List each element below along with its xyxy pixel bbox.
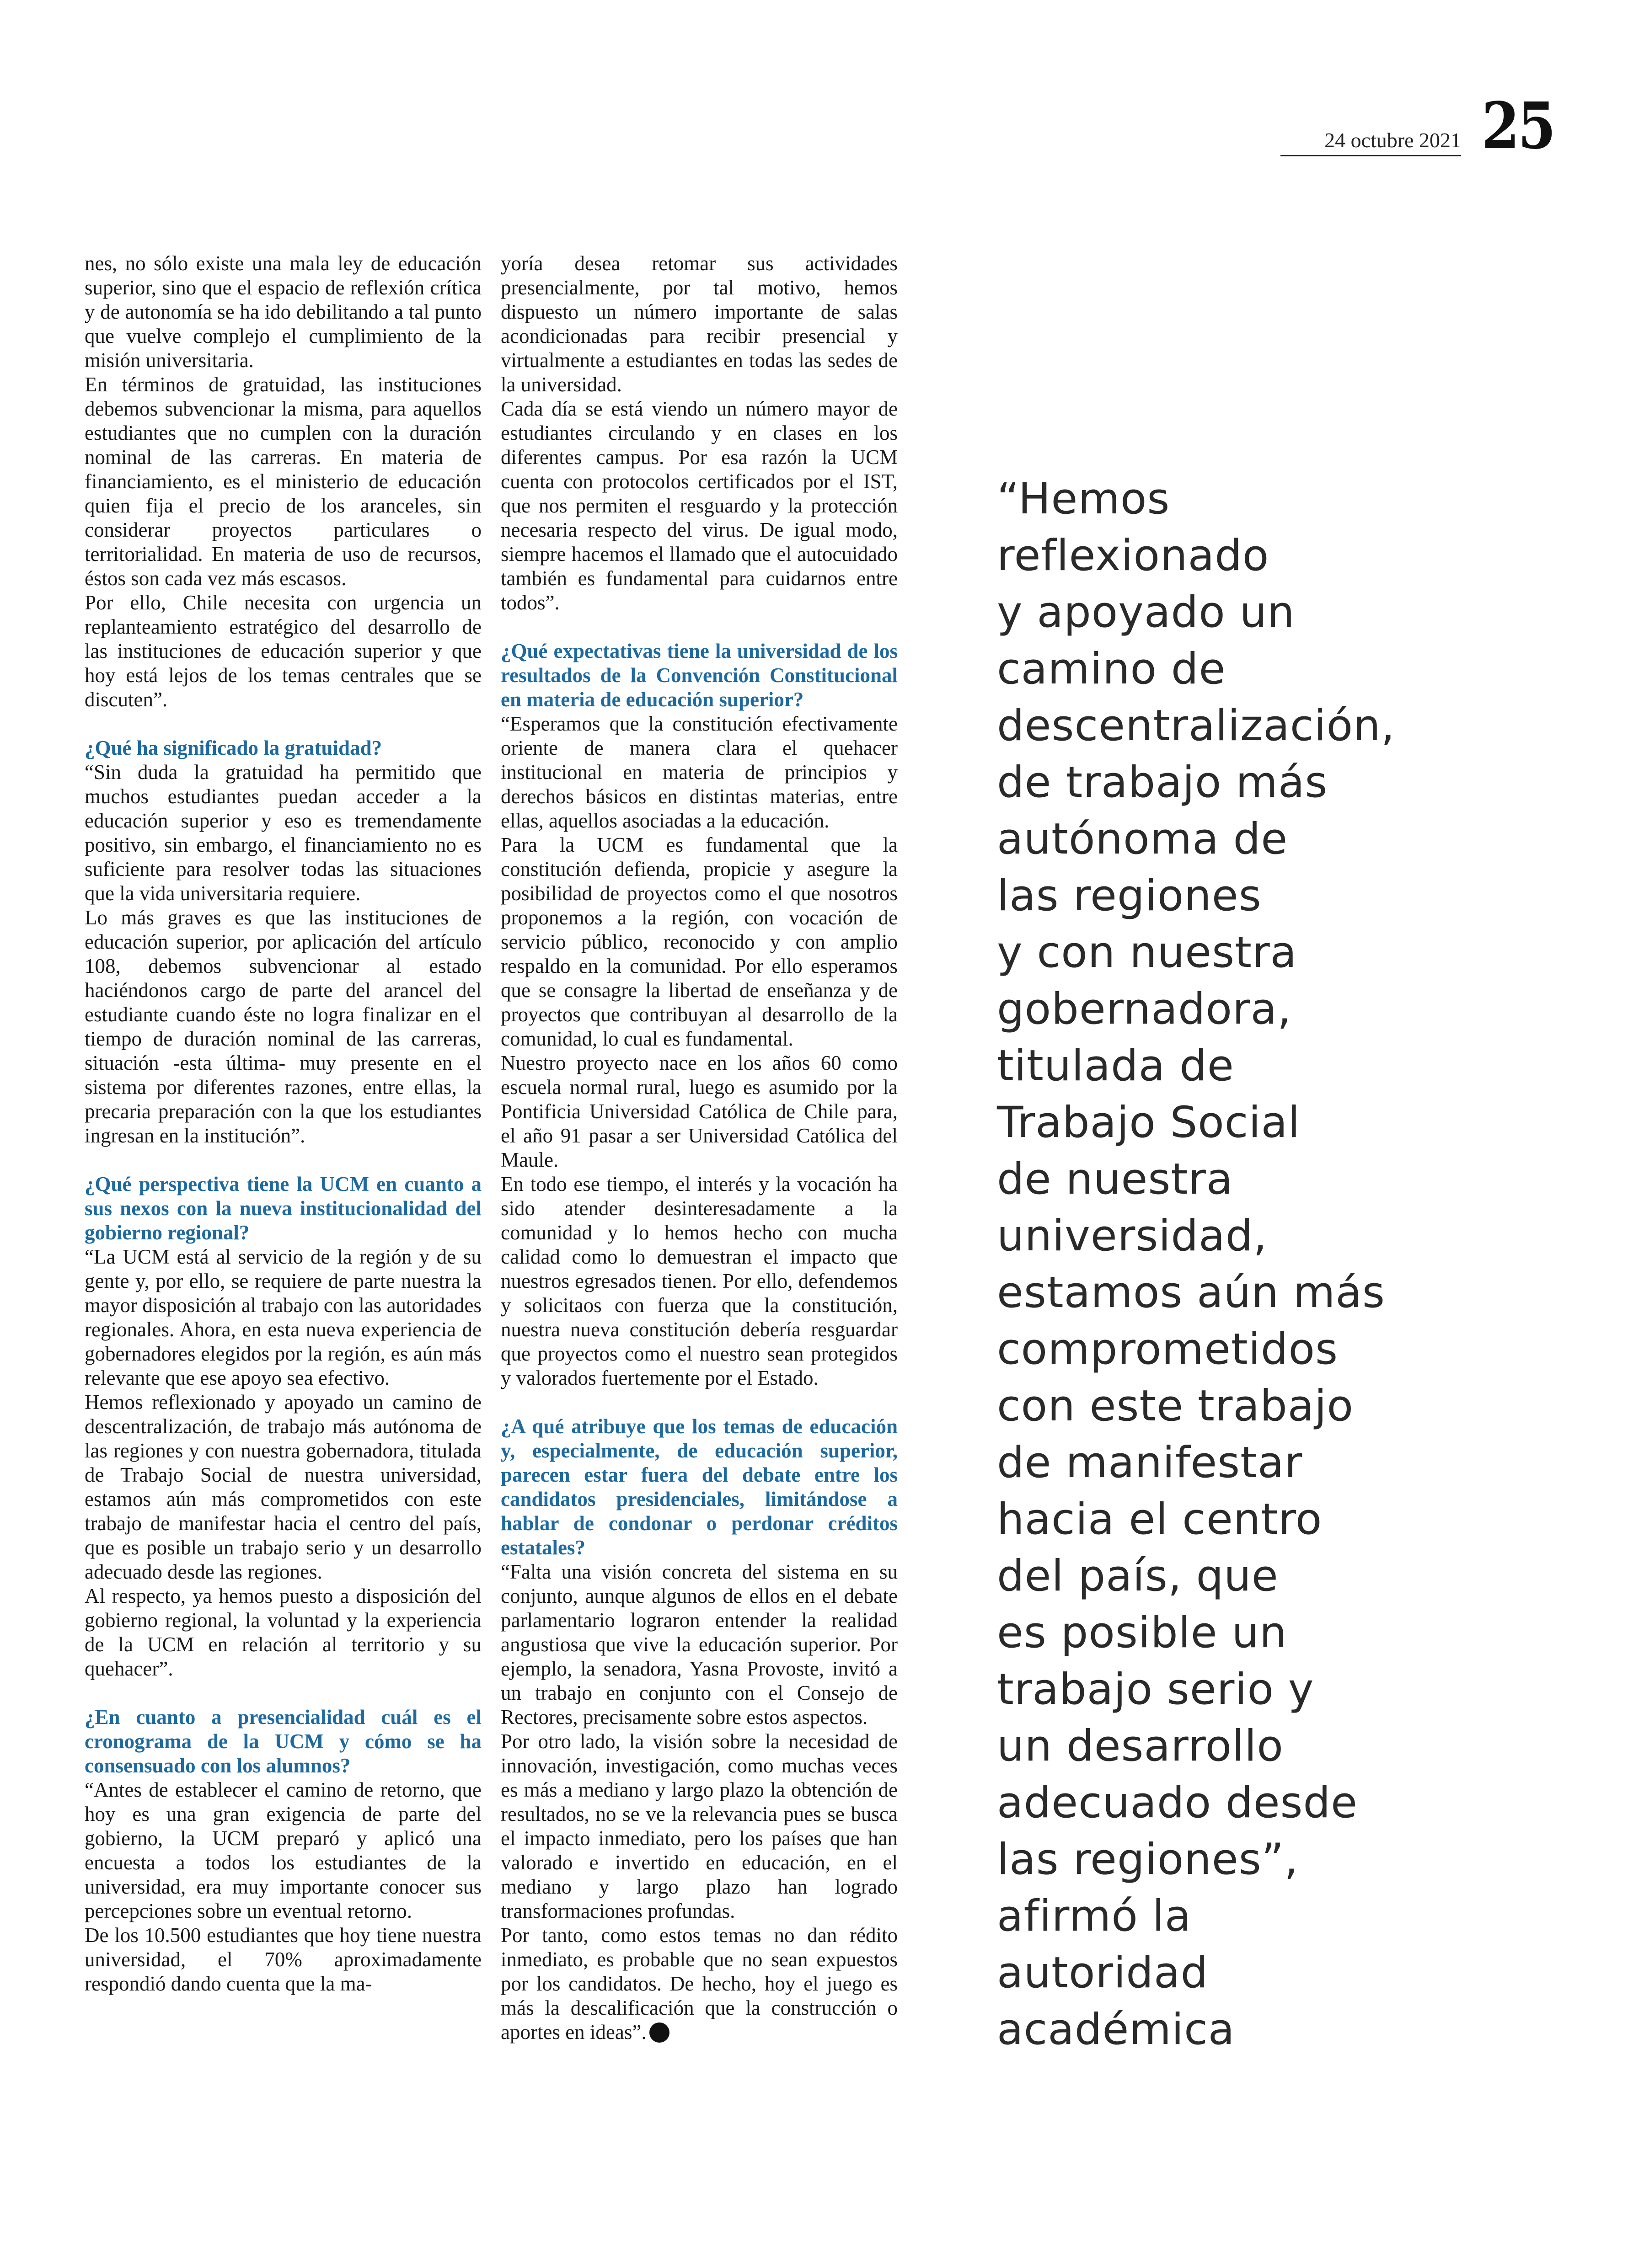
- article-paragraph: “La UCM está al servicio de la región y de su gente y, por ello, se requiere de parte nuestra la mayor disposición al trabajo con las autoridades regionales. Ahora, en esta nueva experiencia de gobernadores elegidos por la región, es aún más relevante que ese apoyo sea efectivo.: [85, 1245, 482, 1389]
- article-paragraph: “Esperamos que la constitución efectivamente oriente de manera clara el quehacer institucional en materia de principios y derechos básicos en distintas materias, entre ellas, aquellos asociadas a la educación.: [501, 712, 898, 832]
- pull-quote-line: gobernadora,: [997, 984, 1292, 1034]
- article-paragraph: Por tanto, como estos temas no dan rédito inmediato, es probable que no sean expuestos por los candidatos. De hecho, hoy el juego es más la descalificación que la construcción o aportes en ideas”.: [501, 1924, 898, 2044]
- article-paragraph: En todo ese tiempo, el interés y la vocación ha sido atender desinteresadamente a la comunidad y lo hemos hecho con mucha calidad como lo demuestran el impacto que nuestros egresados tienen. Por ello, defendemos y solicitaos con fuerza que la constitución, nuestra nueva constitución debería resguardar que proyectos como el nuestro sean protegidos y valorados fuertemente por el Estado.: [501, 1173, 898, 1389]
- pull-quote-line: las regiones”,: [997, 1835, 1299, 1884]
- pull-quote-line: es posible un: [997, 1608, 1287, 1658]
- article-paragraph: De los 10.500 estudiantes que hoy tiene nuestra universidad, el 70% aproximadamente respondió dando cuenta que la ma-: [85, 1924, 482, 1995]
- article-paragraph: “Falta una visión concreta del sistema en su conjunto, aunque algunos de ellos en el debate parlamentario lograron entender la realidad angustiosa que vive la educación superior. Por ejemplo, la senadora, Yasna Provoste, invitó a un trabajo en conjunto con el Consejo de Rectores, precisamente sobre estos aspectos.: [501, 1560, 898, 1729]
- article-column-1: [85, 251, 482, 1996]
- article-paragraph: “Antes de establecer el camino de retorno, que hoy es una gran exigencia de parte del gobierno, la UCM preparó y aplicó una encuesta a todos los estudiantes de la universidad, era muy importante conocer sus percepciones sobre un eventual retorno.: [85, 1778, 482, 1922]
- article-paragraph: Para la UCM es fundamental que la constitución defienda, propicie y asegure la posibilidad de proyectos como el que nosotros proponemos a la región, con vocación de servicio público, reconocido y con amplio respaldo en la comunidad. Por ello esperamos que se consagre la libertad de enseñanza y de proyectos que contribuyan al desarrollo de la comunidad, lo cual es fundamental.: [501, 833, 898, 1050]
- pull-quote-line: y con nuestra: [997, 928, 1297, 977]
- article-paragraph: nes, no sólo existe una mala ley de educación superior, sino que el espacio de reflexión crítica y de autonomía se ha ido debilitando a tal punto que vuelve complejo el cumplimiento de la misión universitaria.: [85, 252, 482, 372]
- pull-quote-line: autónoma de: [997, 814, 1288, 864]
- page-number: 25: [1482, 89, 1554, 164]
- issue-date: 24 octubre 2021: [1280, 128, 1461, 156]
- pull-quote-line: de trabajo más: [997, 758, 1328, 807]
- pull-quote-line: del país, que: [997, 1551, 1279, 1601]
- pull-quote-line: afirmó la: [997, 1891, 1192, 1941]
- pull-quote-line: estamos aún más: [997, 1268, 1385, 1318]
- pull-quote-line: camino de: [997, 644, 1226, 694]
- article-column-2: [501, 251, 898, 2044]
- pull-quote-line: universidad,: [997, 1211, 1268, 1261]
- article-paragraph: “Sin duda la gratuidad ha permitido que muchos estudiantes puedan acceder a la educación superior y eso es tremendamente positivo, sin embargo, el financiamiento no es suficiente para resolver todas las situaciones que la vida universitaria requiere.: [85, 761, 482, 905]
- pull-quote-line: descentralización,: [997, 701, 1395, 751]
- pull-quote-line: titulada de: [997, 1041, 1234, 1091]
- article-paragraph-end: [501, 1923, 898, 2044]
- interview-question: ¿Qué perspectiva tiene la UCM en cuanto a sus nexos con la nueva institucionalidad del gobierno regional?: [85, 1173, 482, 1244]
- pull-quote-line: “Hemos: [997, 474, 1170, 524]
- pull-quote-line: adecuado desde: [997, 1778, 1358, 1828]
- article-paragraph: yoría desea retomar sus actividades presencialmente, por tal motivo, hemos dispuesto un número importante de salas acondicionadas para recibir presencial y virtualmente a estudiantes en todas las sedes de la universidad.: [501, 252, 898, 396]
- pull-quote-line: hacia el centro: [997, 1494, 1323, 1544]
- pull-quote-line: reflexionado: [997, 531, 1269, 581]
- pull-quote-line: y apoyado un: [997, 587, 1295, 637]
- interview-question: ¿En cuanto a presencialidad cuál es el cronograma de la UCM y cómo se ha consensuado con los alumnos?: [85, 1706, 482, 1777]
- article-paragraph: Al respecto, ya hemos puesto a disposición del gobierno regional, la voluntad y la experiencia de la UCM en relación al territorio y su quehacer”.: [85, 1585, 482, 1680]
- article-paragraph: Cada día se está viendo un número mayor de estudiantes circulando y en clases en los diferentes campus. Por esa razón la UCM cuenta con protocolos certificados por el IST, que nos permiten el resguardo y la protección necesaria respecto del virus. De igual modo, siempre hacemos el llamado que el autocuidado también es fundamental para cuidarnos entre todos”.: [501, 397, 898, 614]
- pull-quote-line: autoridad: [997, 1948, 1209, 1998]
- article-paragraph: En términos de gratuidad, las instituciones debemos subvencionar la misma, para aquellos estudiantes que no cumplen con la duración nominal de las carreras. En materia de financiamiento, es el ministerio de educación quien fija el precio de los aranceles, sin considerar proyectos particulares o territorialidad. En materia de uso de recursos, éstos son cada vez más escasos.: [85, 373, 482, 590]
- pull-quote-line: las regiones: [997, 871, 1262, 921]
- pull-quote-line: comprometidos: [997, 1324, 1339, 1374]
- article-paragraph: Lo más graves es que las instituciones de educación superior, por aplicación del artículo 108, debemos subvencionar al estado haciéndonos cargo de parte del arancel del estudiante cuando éste no logra finalizar en el tiempo de duración nominal de las carreras, situación -esta última- muy presente en el sistema por diferentes razones, entre ellas, la precaria preparación con la que los estudiantes ingresan en la institución”.: [85, 906, 482, 1147]
- interview-question: ¿Qué ha significado la gratuidad?: [85, 736, 382, 759]
- interview-question: ¿Qué expectativas tiene la universidad de los resultados de la Convención Constitucional en materia de educación superior?: [501, 640, 898, 711]
- end-of-article-dot: [649, 2023, 669, 2043]
- article-paragraph: Por otro lado, la visión sobre la necesidad de innovación, investigación, como muchas veces es más a mediano y largo plazo la obtención de resultados, no se ve la relevancia pues se busca el impacto inmediato, pero los países que han valorado e invertido en educación, en el mediano y largo plazo han logrado transformaciones profundas.: [501, 1730, 898, 1922]
- pull-quote-line: Trabajo Social: [997, 1098, 1301, 1147]
- pull-quote: [997, 471, 1454, 2058]
- interview-question: ¿A qué atribuye que los temas de educación y, especialmente, de educación superior, parecen estar fuera del debate entre los candidatos presidenciales, limitándose a hablar de condonar o perdonar créditos estatales?: [501, 1415, 898, 1559]
- article-paragraph: Nuestro proyecto nace en los años 60 como escuela normal rural, luego es asumido por la Pontificia Universidad Católica de Chile para, el año 91 pasar a ser Universidad Católica del Maule.: [501, 1051, 898, 1171]
- pull-quote-line: un desarrollo: [997, 1721, 1284, 1771]
- pull-quote-line: con este trabajo: [997, 1381, 1354, 1431]
- pull-quote-line: académica: [997, 2005, 1235, 2055]
- pull-quote-line: trabajo serio y: [997, 1665, 1314, 1714]
- article-paragraph: Por ello, Chile necesita con urgencia un replanteamiento estratégico del desarrollo de las instituciones de educación superior y que hoy está lejos de los temas centrales que se discuten”.: [85, 591, 482, 711]
- pull-quote-line: de manifestar: [997, 1438, 1303, 1488]
- article-paragraph: Hemos reflexionado y apoyado un camino de descentralización, de trabajo más autónoma de las regiones y con nuestra gobernadora, titulada de Trabajo Social de nuestra universidad, estamos aún más comprometidos con este trabajo de manifestar hacia el centro del país, que es posible un trabajo serio y un desarrollo adecuado desde las regiones.: [85, 1391, 482, 1583]
- pull-quote-line: de nuestra: [997, 1154, 1233, 1204]
